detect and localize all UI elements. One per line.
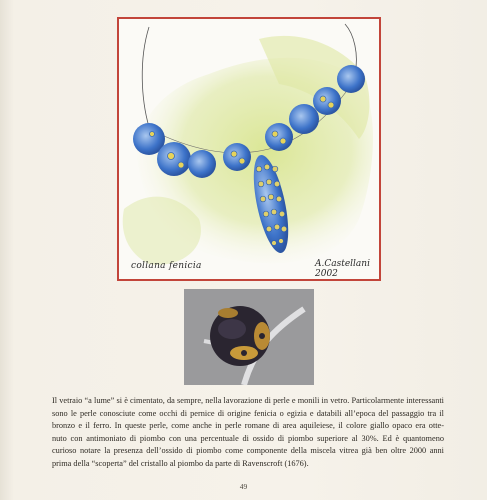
bead-photo-drawing: [184, 289, 314, 385]
body-paragraph: [52, 395, 444, 471]
necklace-drawing: [119, 19, 379, 279]
body-line: nuto con antimoniato di piombo con una percentuale di ossido di piombo superiore al 30%. Ed è quantomeno: [52, 433, 444, 443]
painting-caption: collana fenicia: [131, 261, 202, 271]
body-line: Il vetraio “a lume” si è cimentato, da sempre, nella lavorazione di perle e monili in vetro. Particolarmente interessanti: [52, 396, 444, 405]
body-line: sono le perle conosciute come occhi di pernice di origine fenicia o egizia e databili all’epoca del passaggio tra il: [52, 408, 444, 418]
page-number: 49: [239, 482, 248, 491]
watercolor-necklace-illustration: [117, 17, 381, 281]
body-line: bronzo e il ferro. In queste perle, come anche in perle romane di area aquileiese, il colore giallo opaco era otte-: [52, 421, 444, 431]
body-line: prima della “scoperta” del cristallo al piombo da parte di Ravenscroft (1676).: [52, 458, 309, 468]
artist-signature: A.Castellani 2002: [315, 259, 370, 279]
bead-photograph: [184, 289, 314, 385]
body-line: curioso notare la presenza dell’ossido di piombo come componente della miscela vitrea già ben oltre 2000 anni: [52, 446, 444, 456]
